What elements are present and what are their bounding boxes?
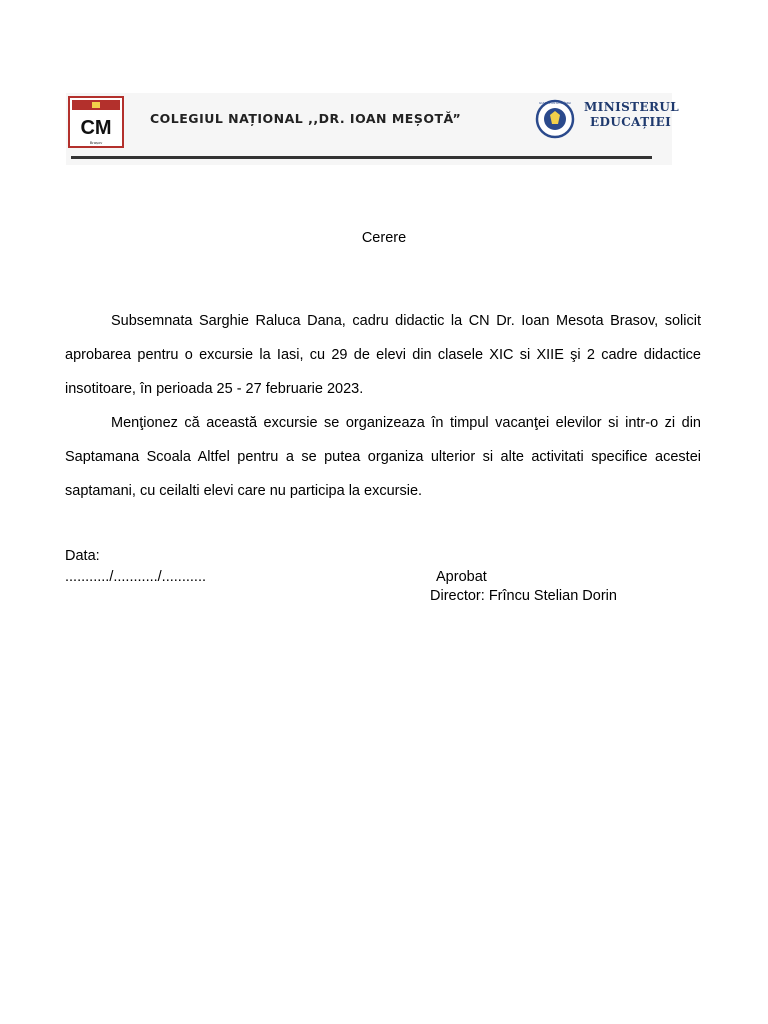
date-label: Data: <box>65 548 100 564</box>
school-name: COLEGIUL NAȚIONAL ,,DR. IOAN MEȘOTĂ” <box>150 111 462 126</box>
approval-label: Aprobat <box>436 569 487 585</box>
school-logo-text: CM <box>80 117 112 139</box>
document-body <box>65 304 701 508</box>
seal-text: GUVERNUL ROMÂNIEI <box>538 101 572 105</box>
ministry-name <box>584 100 679 130</box>
header-divider <box>71 156 652 159</box>
ministry-line-2: EDUCAȚIEI <box>590 115 672 129</box>
letterhead <box>66 93 680 165</box>
date-placeholder: .........../.........../........... <box>65 569 206 585</box>
ministry-line-1: MINISTERUL <box>584 100 680 114</box>
school-logo <box>68 96 124 148</box>
government-seal-icon <box>529 99 581 139</box>
document-title: Cerere <box>361 230 407 246</box>
paragraph-request: Subsemnata Sarghie Raluca Dana, cadru didactic la CN Dr. Ioan Mesota Brasov, solicit aprobarea pentru o excursie la Iasi, cu 29 de elevi din clasele XIC si XIIE şi 2 cadre didactice insotitoare, în perioada 25 - 27 februarie 2023. <box>65 313 701 397</box>
paragraph-mention: Menţionez că această excursie se organizeaza în timpul vacanţei elevilor si intr-o zi din Saptamana Scoala Altfel pentru a se putea organiza ulterior si alte activitati specifice acestei saptamani, cu ceilalti elevi care nu participa la excursie. <box>65 415 701 499</box>
director-signature: Director: Frîncu Stelian Dorin <box>430 588 617 604</box>
school-logo-caption: Brașov <box>89 140 103 145</box>
